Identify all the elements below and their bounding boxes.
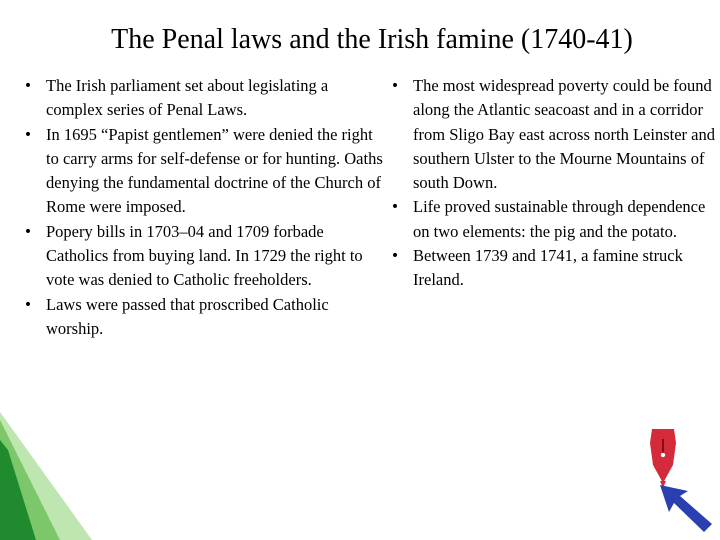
list-item: • Laws were passed that proscribed Catholic worship. — [21, 293, 386, 342]
right-bullet-list — [388, 74, 720, 293]
list-item: • Popery bills in 1703–04 and 1709 forbade Catholics from buying land. In 1729 the right to vote was denied to Catholic freeholders. — [21, 220, 386, 293]
bullet-icon: • — [390, 78, 400, 94]
bullet-icon: • — [390, 199, 400, 216]
list-item: • In 1695 “Papist gentlemen” were denied the right to carry arms for self-defense or for hunting. Oaths denying the fundamental doctrine of the Church of Rome were imposed. — [21, 123, 386, 220]
slide-title: The Penal laws and the Irish famine (1740-41) — [111, 24, 633, 55]
bullet-icon: • — [23, 296, 33, 313]
pen-nib-icon — [650, 429, 676, 488]
list-item: • Life proved sustainable through dependence on two elements: the pig and the potato. — [388, 195, 720, 244]
list-item: • The most widespread poverty could be found along the Atlantic seacoast and in a corridor from Sligo Bay east across north Leinster and southern Ulster to the Mourne Mountains of south Down. — [388, 74, 720, 195]
left-bullet-list — [21, 74, 386, 341]
arrow-pointer-icon — [660, 485, 712, 532]
bullet-icon: • — [23, 223, 33, 240]
bullet-icon: • — [23, 78, 33, 94]
list-item: • The Irish parliament set about legislating a complex series of Penal Laws. — [21, 74, 386, 123]
bullet-icon: • — [390, 248, 400, 265]
bullet-icon: • — [23, 126, 33, 143]
pen-decoration — [640, 425, 720, 540]
list-item: • Between 1739 and 1741, a famine struck Ireland. — [388, 244, 720, 293]
